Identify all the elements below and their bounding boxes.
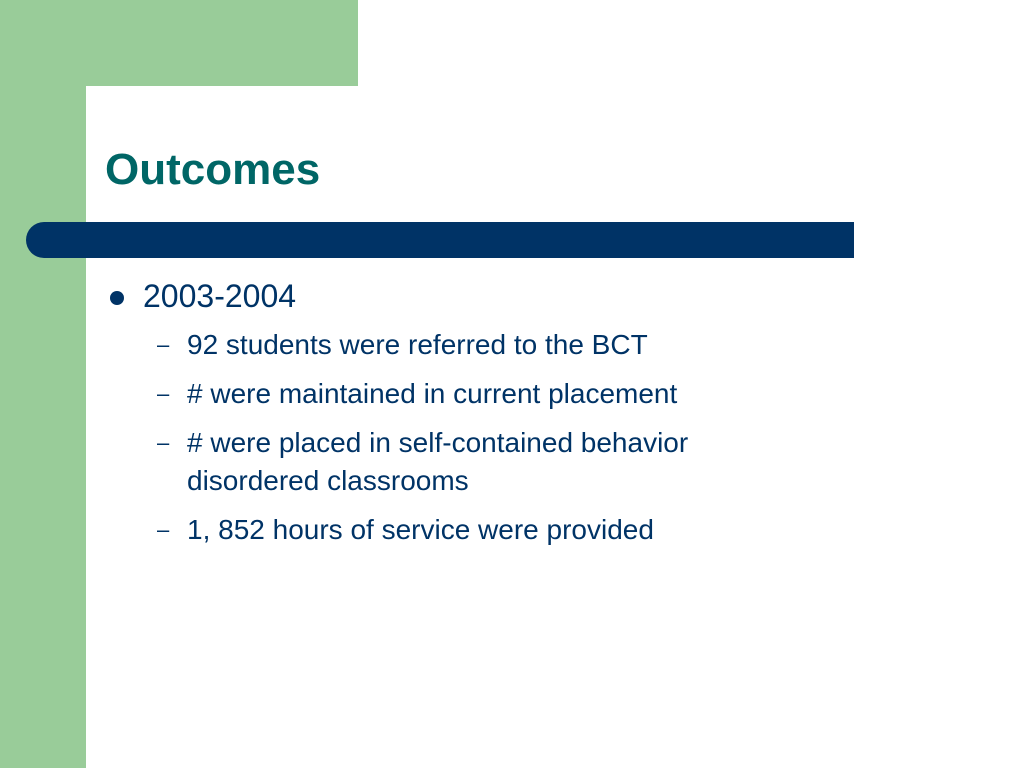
sub-bullet-item	[157, 375, 827, 413]
sub-bullet-item	[157, 511, 827, 549]
bullet-text: 2003-2004	[143, 278, 297, 314]
dash-icon: –	[157, 381, 170, 406]
sub-bullet-text: 1, 852 hours of service were provided	[187, 514, 654, 545]
sub-bullet-item	[157, 424, 827, 500]
dash-icon: –	[157, 332, 170, 357]
title-underline-bar	[26, 222, 854, 258]
green-sidebar	[0, 0, 86, 768]
bullet-dot-icon	[110, 291, 124, 305]
sub-bullet-text: # were placed in self-contained behavior disordered classrooms	[187, 427, 689, 496]
sub-bullet-item	[157, 326, 827, 364]
slide-title: Outcomes	[105, 145, 321, 194]
dash-icon: –	[157, 517, 170, 542]
sub-bullet-text: # were maintained in current placement	[187, 378, 678, 409]
sub-bullet-text: 92 students were referred to the BCT	[187, 329, 648, 360]
dash-icon: –	[157, 430, 170, 455]
green-corner-block	[0, 0, 358, 86]
bullet-item	[105, 272, 965, 320]
sub-bullet-list	[105, 326, 965, 549]
slide-body	[105, 272, 965, 560]
